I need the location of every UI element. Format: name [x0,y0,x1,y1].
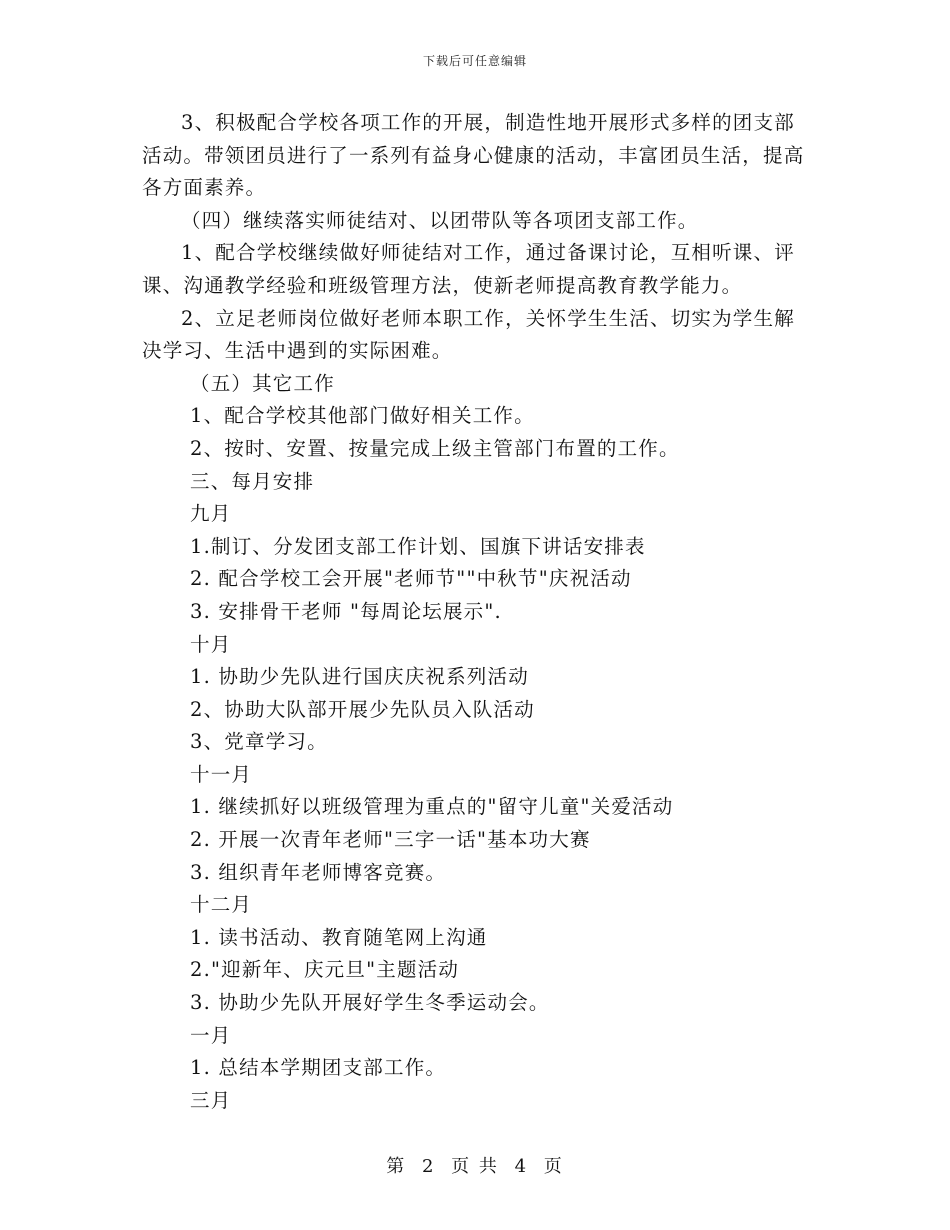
list-item: 1、配合学校其他部门做好相关工作。 [190,404,535,428]
month-heading-november: 十一月 [190,762,253,786]
list-item: 1. 继续抓好以班级管理为重点的"留守儿童"关爱活动 [190,795,674,819]
list-item: 1. 协助少先队进行国庆庆祝系列活动 [190,665,529,689]
list-item: 1. 总结本学期团支部工作。 [190,1056,447,1080]
section-heading-monthly: 三、每月安排 [190,469,315,493]
list-item: 2. 开展一次青年老师"三字一话"基本功大赛 [190,828,591,852]
list-item: 2、按时、安置、按量完成上级主管部门布置的工作。 [190,436,680,460]
section-heading-5: （五）其它工作 [190,371,335,395]
month-heading-september: 九月 [190,502,232,526]
list-item: 3. 协助少先队开展好学生冬季运动会。 [190,991,550,1015]
month-heading-october: 十月 [190,632,232,656]
page-footer [0,1152,950,1178]
section-heading-4: （四）继续落实师徒结对、以团带队等各项团支部工作。 [181,208,699,232]
document-body [142,107,812,1117]
month-heading-march: 三月 [190,1088,232,1112]
list-item: 1.制订、分发团支部工作计划、国旗下讲话安排表 [190,534,646,558]
page-header-note: 下载后可任意编辑 [422,54,527,68]
paragraph-mentoring: 1、配合学校继续做好师徒结对工作，通过备课讨论，互相听课、评课、沟通教学经验和班级管理方法，使新老师提高教育教学能力。 [142,241,795,297]
footer-middle: 页 共 [451,1156,499,1177]
list-item: 3. 安排骨干老师 "每周论坛展示". [190,599,502,623]
month-heading-december: 十二月 [190,893,253,917]
paragraph-activities: 3、积极配合学校各项工作的开展，制造性地开展形式多样的团支部活动。带领团员进行了一系列有益身心健康的活动，丰富团员生活，提高各方面素养。 [142,111,805,200]
footer-suffix: 页 [543,1156,564,1177]
current-page-number: 2 [421,1156,436,1177]
list-item: 3、党章学习。 [190,730,328,754]
list-item: 2、协助大队部开展少先队员入队活动 [190,697,535,721]
list-item: 1. 读书活动、教育随笔网上沟通 [190,925,488,949]
month-heading-january: 一月 [190,1023,232,1047]
list-item: 3. 组织青年老师博客竞赛。 [190,860,447,884]
list-item: 2."迎新年、庆元旦"主题活动 [190,958,460,982]
footer-prefix: 第 [386,1156,407,1177]
total-page-number: 4 [514,1156,529,1177]
list-item: 2. 配合学校工会开展"老师节""中秋节"庆祝活动 [190,567,632,591]
paragraph-teacher-duty: 2、立足老师岗位做好老师本职工作，关怀学生生活、切实为学生解决学习、生活中遇到的实际困难。 [142,306,795,363]
